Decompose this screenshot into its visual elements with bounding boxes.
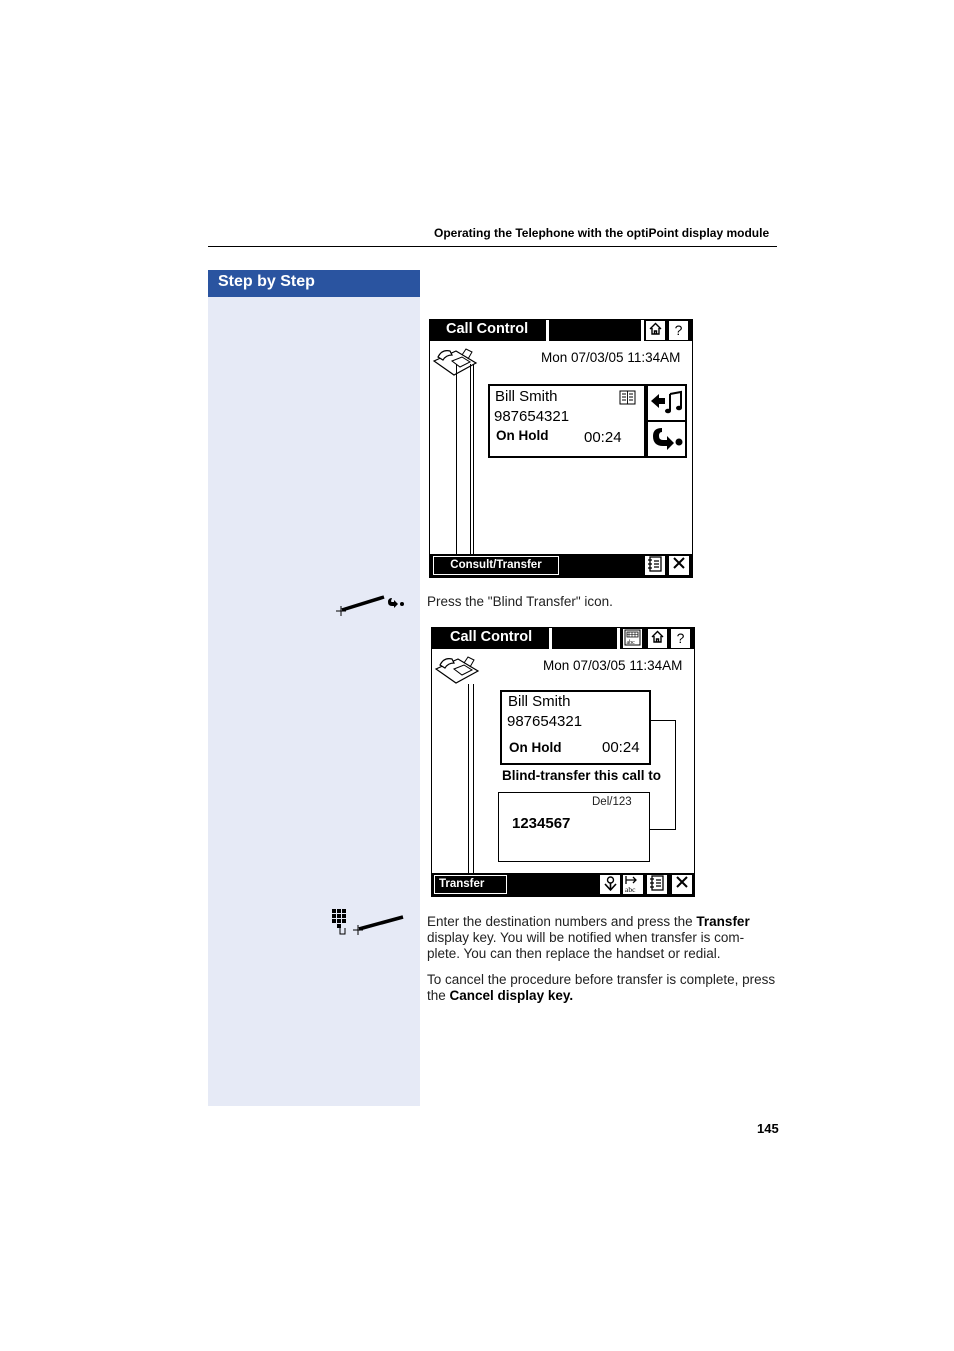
- cancel-key-name: Cancel display key.: [449, 988, 574, 1003]
- screen1-titlebar: [430, 320, 692, 341]
- destination-input[interactable]: [498, 792, 650, 862]
- input-mode-hint: Del/123: [592, 796, 632, 808]
- caller-name: Bill Smith: [508, 693, 571, 710]
- svg-text:abc: abc: [625, 885, 636, 893]
- caller-number: 987654321: [494, 408, 570, 425]
- step2-instruction: [427, 914, 777, 962]
- destination-number: 1234567: [512, 815, 571, 832]
- help-icon[interactable]: ?: [669, 321, 688, 340]
- menu-icon[interactable]: [645, 556, 665, 575]
- phonebook-icon: [619, 390, 636, 410]
- home-icon[interactable]: [646, 321, 665, 340]
- caller-name: Bill Smith: [495, 388, 558, 405]
- screen2-call-entry[interactable]: [500, 690, 651, 765]
- close-icon[interactable]: [672, 875, 692, 894]
- cord-line: [473, 684, 474, 874]
- titlebar-separator: [617, 628, 620, 649]
- stylus-tap-icon: [336, 592, 408, 621]
- close-icon[interactable]: [669, 556, 689, 575]
- blind-transfer-prompt: Blind-transfer this call to: [502, 768, 662, 783]
- svg-text:abc: abc: [626, 640, 635, 646]
- page-number: 145: [757, 1121, 779, 1136]
- sidebar-heading-bar: [208, 270, 420, 297]
- call-status: On Hold: [509, 740, 562, 755]
- cord-line: [470, 364, 471, 555]
- step3-instruction: [427, 972, 777, 1004]
- music-on-hold-icon[interactable]: [646, 384, 687, 422]
- page-header-title: Operating the Telephone with the optiPoint display module: [434, 226, 770, 240]
- text-entry-icon[interactable]: [623, 875, 643, 894]
- call-control-screen-1: [429, 319, 693, 578]
- titlebar-separator: [546, 320, 549, 341]
- step2-text-part1: Enter the destination numbers and press the: [427, 914, 697, 929]
- screen2-titlebar: [432, 628, 694, 649]
- blind-transfer-icon[interactable]: [646, 420, 687, 458]
- caller-number: 987654321: [507, 713, 583, 730]
- step3-text-part1: To cancel the procedure before transfer is complete, press the: [427, 972, 776, 1003]
- titlebar-separator: [549, 628, 552, 649]
- sidebar-heading: Step by Step: [218, 273, 315, 290]
- screen2-datetime: Mon 07/03/05 11:34AM: [543, 658, 683, 673]
- transfer-softkey[interactable]: Transfer: [434, 875, 507, 894]
- step2-text-part2: display key. You will be notified when transfer is com-plete. You can then replace the handset or redial.: [427, 930, 745, 961]
- screen1-bottombar: [430, 554, 692, 577]
- home-icon[interactable]: [648, 629, 667, 648]
- transfer-key-name: Transfer: [696, 914, 750, 929]
- step1-instruction: Press the "Blind Transfer" icon.: [427, 594, 613, 609]
- call-timer: 00:24: [602, 739, 640, 756]
- call-control-screen-2: [431, 627, 695, 897]
- person-search-icon[interactable]: [600, 875, 620, 894]
- header-divider: [208, 246, 777, 247]
- call-status: On Hold: [496, 428, 549, 443]
- screen2-bottombar: [432, 873, 694, 896]
- screen1-call-entry[interactable]: [488, 384, 646, 458]
- step-sidebar: [208, 270, 420, 1106]
- call-timer: 00:24: [584, 429, 622, 446]
- screen2-title: Call Control: [450, 629, 533, 645]
- screen1-title: Call Control: [446, 321, 529, 337]
- help-icon[interactable]: ?: [671, 629, 690, 648]
- titlebar-separator: [641, 320, 644, 341]
- cord-line: [473, 364, 474, 555]
- keyboard-icon[interactable]: [623, 629, 642, 648]
- cord-line: [468, 684, 469, 874]
- cord-line: [456, 364, 457, 555]
- consult-transfer-softkey[interactable]: Consult/Transfer: [433, 556, 559, 575]
- menu-icon[interactable]: [647, 875, 667, 894]
- screen1-datetime: Mon 07/03/05 11:34AM: [541, 350, 681, 365]
- telephone-icon: [432, 347, 478, 382]
- keypad-stylus-icon: [331, 908, 406, 941]
